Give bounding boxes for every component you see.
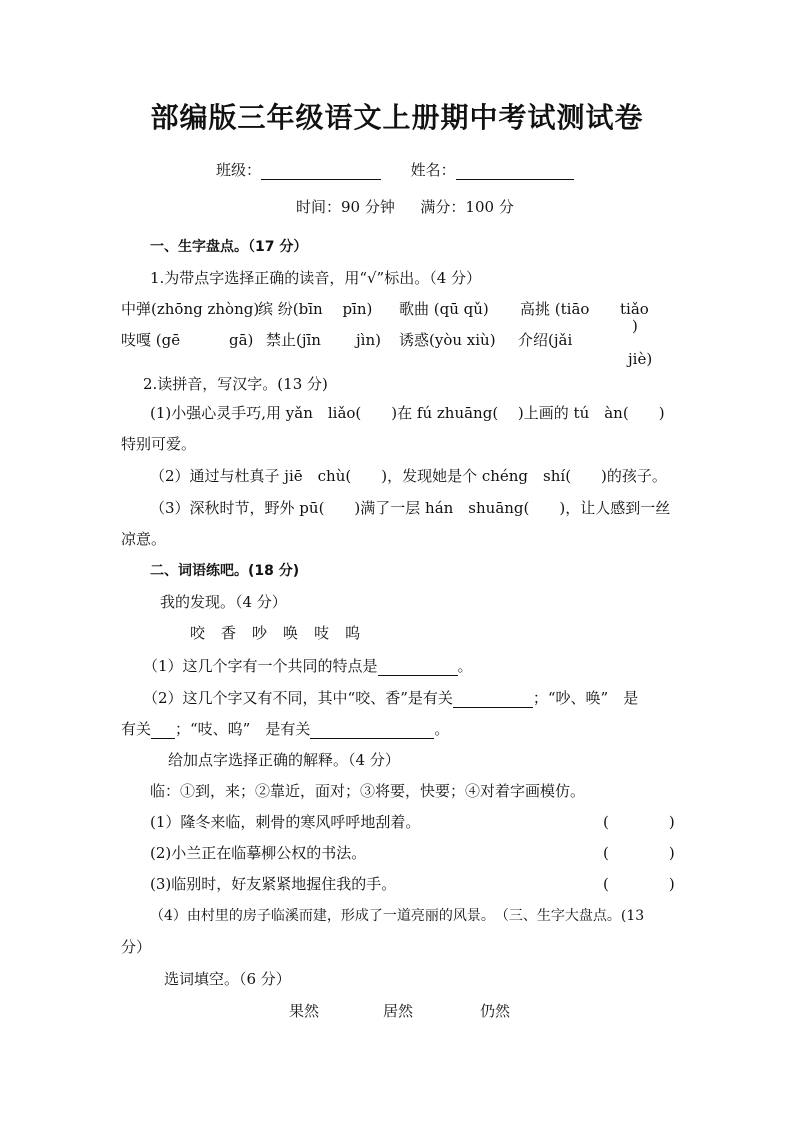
name-blank[interactable] (456, 163, 574, 180)
s2-question-1: （1）这几个字有一个共同的特点是 。 (143, 657, 473, 675)
q2-sentence-1: (1)小强心灵手巧,用 yǎn liǎo( )在 fú zhuāng( )上画的 tú àn( ) (150, 404, 665, 422)
q2-sentence-2: （2）通过与杜真子 jiē chù( )，发现她是个 chéng shí( )的孩子。 (150, 467, 667, 485)
char-3: 吵 (252, 624, 268, 642)
q1-item-4-close: ) (632, 317, 638, 335)
class-blank[interactable] (261, 163, 381, 180)
s2-question-2-cont: 有关 ；“吱、呜” 是有关 。 (121, 720, 450, 738)
word-1: 果然 (289, 1002, 320, 1020)
definitions: 临：①到，来；②靠近，面对；③将要，快要；④对着字画模仿。 (150, 782, 586, 800)
word-2: 居然 (383, 1002, 414, 1020)
explain-instruction: 给加点字选择正确的解释。（4 分） (168, 751, 400, 769)
s2-q1-blank[interactable] (378, 659, 458, 676)
name-label: 姓名： (410, 161, 456, 179)
class-field (216, 160, 574, 180)
s2-q2-blank-2[interactable] (151, 722, 175, 739)
explain-item-2: (2)小兰正在临摹柳公权的书法。 (150, 844, 367, 862)
fill-instruction: 选词填空。（6 分） (164, 970, 291, 988)
answer-paren-3[interactable]: ( ) (603, 875, 675, 893)
s2-q2-blank-3[interactable] (310, 722, 434, 739)
q1-item-4b: tiǎo (620, 300, 649, 318)
section1-heading: 一、生字盘点。（17 分） (150, 239, 308, 255)
char-6: 呜 (345, 624, 361, 642)
answer-paren-2[interactable]: ( ) (603, 844, 675, 862)
class-label: 班级： (216, 161, 262, 179)
q1-item-5b: gā) (229, 331, 254, 349)
q1-item-8: 介绍(jǎi (518, 331, 573, 349)
q2-instruction: 2.读拼音，写汉字。(13 分) (143, 375, 328, 393)
time-label: 时间：90 分钟 (296, 198, 395, 216)
q2-sentence-3: （3）深秋时节，野外 pū( )满了一层 hán shuāng( )，让人感到一丝 (150, 499, 671, 517)
q1-item-6: 禁止(jīn (266, 331, 321, 349)
q1-item-2: 缤 纷(bīn pīn) (258, 300, 373, 318)
explain-item-4-cont: 分） (121, 938, 152, 956)
q1-item-1: 中弹(zhōng zhòng) (121, 300, 260, 318)
q1-item-6b: jìn) (356, 331, 381, 349)
s2-question-2: （2）这几个字又有不同，其中“咬、香”是有关 ；“吵、唤” 是 (143, 689, 639, 707)
explain-item-3: (3)临别时，好友紧紧地握住我的手。 (150, 875, 397, 893)
char-4: 唤 (283, 624, 299, 642)
explain-item-4: （4）由村里的房子临溪而建，形成了一道亮丽的风景。 （三、生字大盘点。(13 (150, 908, 645, 924)
q1-instruction: 1.为带点字选择正确的读音，用“√”标出。（4 分） (150, 269, 482, 287)
answer-paren-1[interactable]: ( ) (603, 813, 675, 831)
discovery-title: 我的发现。（4 分） (160, 593, 287, 611)
char-list (190, 623, 360, 643)
char-1: 咬 (190, 624, 206, 642)
char-2: 香 (221, 624, 237, 642)
s2-q2-blank-1[interactable] (453, 691, 533, 708)
q1-item-8b: jiè) (628, 350, 653, 368)
score-label: 满分：100 分 (420, 198, 514, 216)
section2-heading: 二、词语练吧。(18 分) (150, 563, 300, 579)
exam-info (296, 197, 514, 217)
q2-sentence-3-cont: 凉意。 (121, 530, 167, 548)
q1-item-5: 吱嘎 (gē (121, 331, 181, 349)
page-title: 部编版三年级语文上册期中考试测试卷 (150, 101, 644, 134)
explain-item-1: (1）隆冬来临，刺骨的寒风呼呼地刮着。 (150, 813, 421, 831)
char-5: 吱 (314, 624, 330, 642)
q1-item-7: 诱惑(yòu xiù) (399, 331, 496, 349)
word-3: 仍然 (480, 1002, 511, 1020)
q1-item-4: 高挑 (tiāo (520, 300, 590, 318)
q2-sentence-1-cont: 特别可爱。 (121, 435, 197, 453)
q1-item-3: 歌曲 (qū qǔ) (399, 300, 489, 318)
